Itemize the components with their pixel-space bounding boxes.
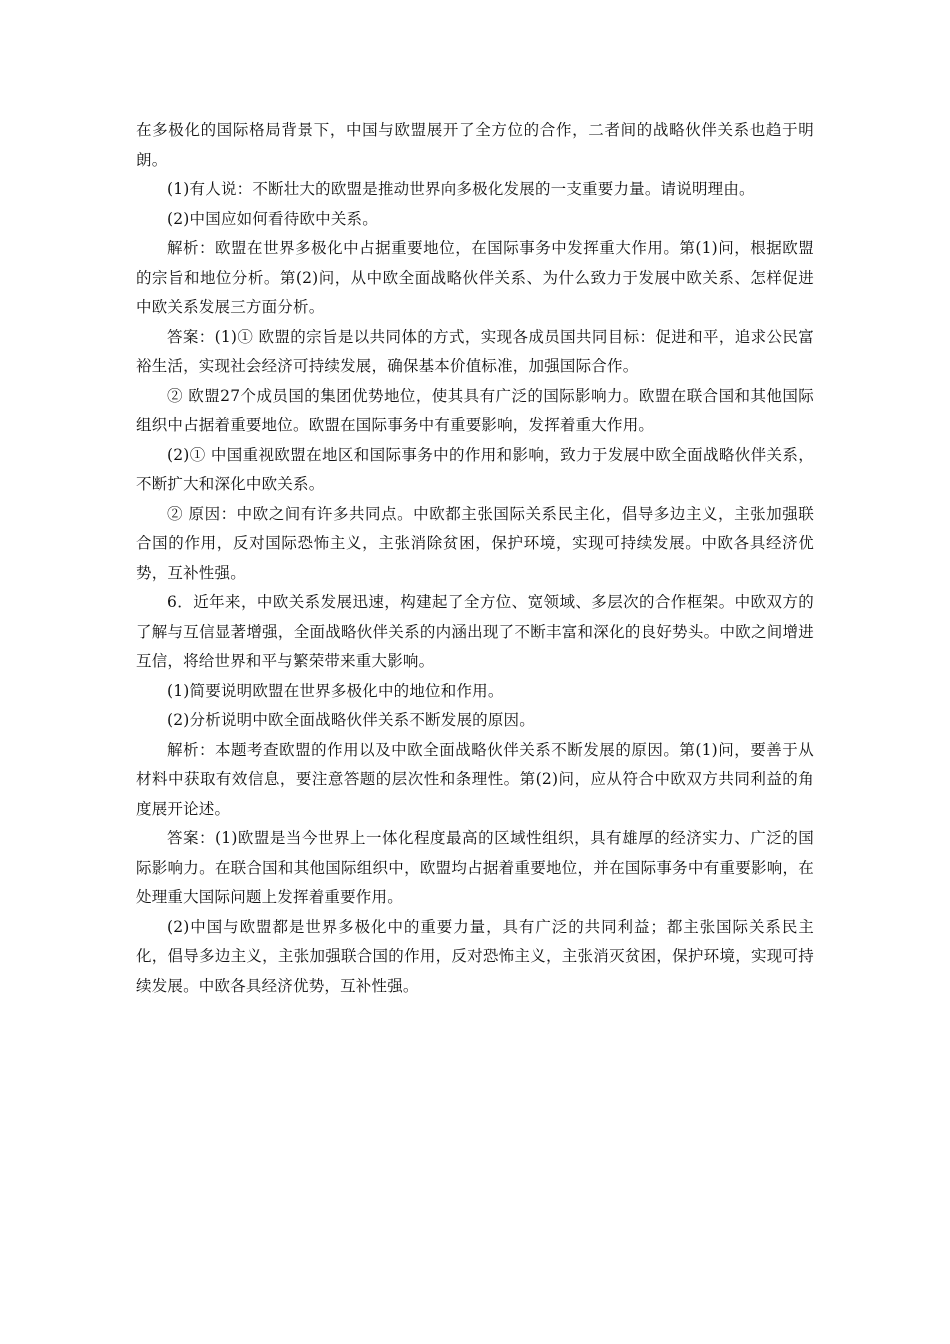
question-5-answer-1-2: ② 欧盟27个成员国的集团优势地位，使其具有广泛的国际影响力。欧盟在联合国和其他国际组织中占据着重要地位。欧盟在国际事务中有重要影响，发挥着重大作用。	[136, 386, 814, 434]
paragraph-intro-continuation: 在多极化的国际格局背景下，中国与欧盟展开了全方位的合作，二者间的战略伙伴关系也趋于明朗。	[136, 121, 814, 169]
question-6-part-1: (1)简要说明欧盟在世界多极化中的地位和作用。	[167, 681, 504, 700]
question-6-answer-1: 答案：(1)欧盟是当今世界上一体化程度最高的区域性组织，具有雄厚的经济实力、广泛的国际影响力。在联合国和其他国际组织中，欧盟均占据着重要地位，并在国际事务中有重要影响，在处理重大国际问题上发挥着重要作用。	[136, 829, 814, 906]
document-body	[136, 116, 814, 1001]
question-6-stem: 6．近年来，中欧关系发展迅速，构建起了全方位、宽领域、多层次的合作框架。中欧双方的了解与互信显著增强，全面战略伙伴关系的内涵出现了不断丰富和深化的良好势头。中欧之间增进互信，将给世界和平与繁荣带来重大影响。	[136, 593, 814, 670]
question-6-part-2: (2)分析说明中欧全面战略伙伴关系不断发展的原因。	[167, 711, 535, 729]
question-5-answer-1-1: 答案：(1)① 欧盟的宗旨是以共同体的方式，实现各成员国共同目标：促进和平，追求公民富裕生活，实现社会经济可持续发展，确保基本价值标准，加强国际合作。	[136, 327, 814, 375]
question-6-answer-2: (2)中国与欧盟都是世界多极化中的重要力量，具有广泛的共同利益；都主张国际关系民主化，倡导多边主义，主张加强联合国的作用，反对恐怖主义，主张消灭贫困，保护环境，实现可持续发展。中欧各具经济优势，互补性强。	[136, 917, 814, 995]
question-5-answer-2-1: (2)① 中国重视欧盟在地区和国际事务中的作用和影响，致力于发展中欧全面战略伙伴关系，不断扩大和深化中欧关系。	[136, 445, 814, 493]
question-5-part-1: (1)有人说：不断壮大的欧盟是推动世界向多极化发展的一支重要力量。请说明理由。	[167, 180, 755, 198]
question-6-analysis: 解析：本题考查欧盟的作用以及中欧全面战略伙伴关系不断发展的原因。第(1)问，要善于从材料中获取有效信息，要注意答题的层次性和条理性。第(2)问，应从符合中欧双方共同利益的角度展开论述。	[136, 740, 814, 818]
question-5-part-2: (2)中国应如何看待欧中关系。	[167, 209, 378, 228]
question-5-answer-2-2: ② 原因：中欧之间有许多共同点。中欧都主张国际关系民主化，倡导多边主义，主张加强联合国的作用，反对国际恐怖主义，主张消除贫困，保护环境，实现可持续发展。中欧各具经济优势，互补性强。	[136, 504, 814, 582]
question-5-analysis: 解析：欧盟在世界多极化中占据重要地位，在国际事务中发挥重大作用。第(1)问，根据欧盟的宗旨和地位分析。第(2)问，从中欧全面战略伙伴关系、为什么致力于发展中欧关系、怎样促进中欧关系发展三方面分析。	[136, 239, 814, 316]
